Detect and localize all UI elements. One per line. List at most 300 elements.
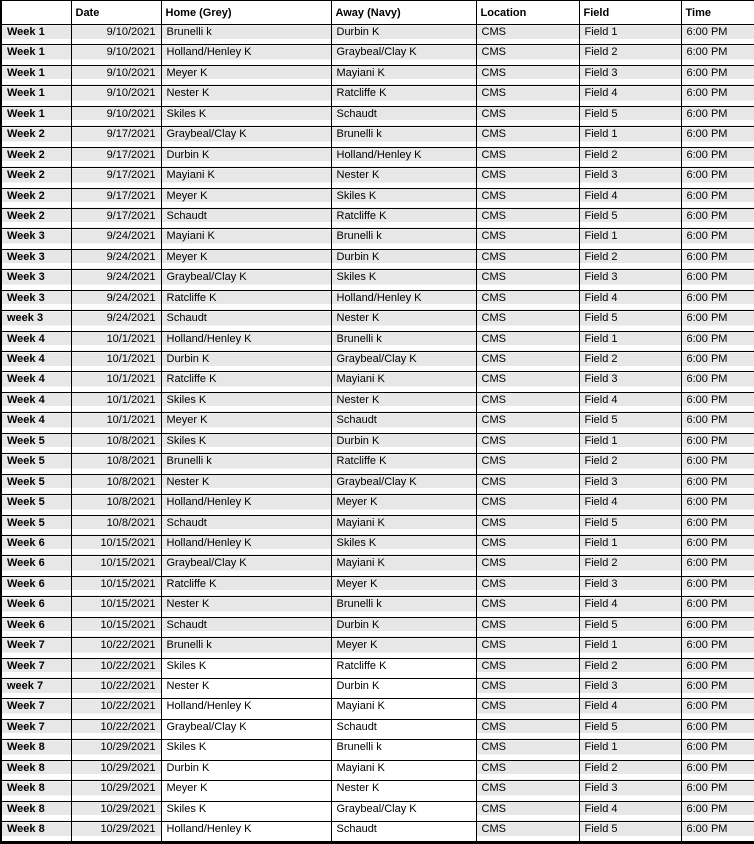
table-body (1, 25, 754, 843)
table-row (1, 801, 754, 821)
cell-home: Brunelli k (161, 454, 331, 474)
cell-time: 6:00 PM (681, 188, 754, 208)
cell-time: 6:00 PM (681, 495, 754, 515)
cell-date: 10/1/2021 (71, 392, 161, 412)
table-row (1, 208, 754, 228)
cell-week: Week 2 (1, 168, 71, 188)
cell-time: 6:00 PM (681, 597, 754, 617)
cell-date: 10/15/2021 (71, 576, 161, 596)
cell-home: Meyer K (161, 781, 331, 801)
cell-field: Field 2 (579, 760, 681, 780)
cell-location: CMS (476, 392, 579, 412)
cell-location: CMS (476, 638, 579, 658)
cell-time: 6:00 PM (681, 474, 754, 494)
cell-home: Skiles K (161, 392, 331, 412)
cell-home: Graybeal/Clay K (161, 556, 331, 576)
cell-location: CMS (476, 86, 579, 106)
cell-home: Skiles K (161, 658, 331, 678)
cell-home: Schaudt (161, 515, 331, 535)
cell-field: Field 3 (579, 168, 681, 188)
cell-away: Nester K (331, 311, 476, 331)
cell-field: Field 5 (579, 822, 681, 842)
cell-date: 10/29/2021 (71, 740, 161, 760)
cell-location: CMS (476, 290, 579, 310)
cell-time: 6:00 PM (681, 106, 754, 126)
cell-date: 10/22/2021 (71, 658, 161, 678)
cell-field: Field 4 (579, 699, 681, 719)
cell-time: 6:00 PM (681, 290, 754, 310)
cell-time: 6:00 PM (681, 760, 754, 780)
cell-field: Field 4 (579, 801, 681, 821)
cell-home: Holland/Henley K (161, 822, 331, 842)
table-row (1, 413, 754, 433)
cell-field: Field 3 (579, 679, 681, 699)
cell-away: Graybeal/Clay K (331, 352, 476, 372)
cell-week: Week 7 (1, 719, 71, 739)
cell-time: 6:00 PM (681, 535, 754, 555)
cell-time: 6:00 PM (681, 576, 754, 596)
cell-time: 6:00 PM (681, 352, 754, 372)
cell-field: Field 1 (579, 433, 681, 453)
table-row (1, 474, 754, 494)
cell-away: Ratcliffe K (331, 208, 476, 228)
cell-away: Brunelli k (331, 597, 476, 617)
cell-time: 6:00 PM (681, 699, 754, 719)
cell-location: CMS (476, 229, 579, 249)
cell-date: 9/17/2021 (71, 208, 161, 228)
cell-away: Ratcliffe K (331, 454, 476, 474)
cell-home: Skiles K (161, 801, 331, 821)
cell-away: Meyer K (331, 576, 476, 596)
cell-week: Week 1 (1, 86, 71, 106)
table-row (1, 188, 754, 208)
cell-week: Week 1 (1, 45, 71, 65)
cell-week: Week 8 (1, 822, 71, 842)
cell-away: Schaudt (331, 822, 476, 842)
cell-location: CMS (476, 311, 579, 331)
cell-date: 9/17/2021 (71, 127, 161, 147)
cell-field: Field 3 (579, 576, 681, 596)
cell-field: Field 5 (579, 719, 681, 739)
cell-field: Field 3 (579, 372, 681, 392)
cell-week: Week 8 (1, 781, 71, 801)
cell-away: Holland/Henley K (331, 147, 476, 167)
cell-time: 6:00 PM (681, 719, 754, 739)
table-row (1, 658, 754, 678)
cell-home: Holland/Henley K (161, 331, 331, 351)
cell-week: Week 5 (1, 433, 71, 453)
cell-field: Field 4 (579, 290, 681, 310)
cell-date: 9/24/2021 (71, 270, 161, 290)
cell-date: 10/29/2021 (71, 822, 161, 842)
cell-home: Schaudt (161, 617, 331, 637)
cell-week: Week 6 (1, 597, 71, 617)
cell-field: Field 2 (579, 147, 681, 167)
cell-week: Week 4 (1, 413, 71, 433)
cell-away: Meyer K (331, 495, 476, 515)
cell-away: Brunelli k (331, 331, 476, 351)
cell-date: 10/15/2021 (71, 597, 161, 617)
field-column-header: Field (579, 1, 681, 25)
cell-field: Field 3 (579, 270, 681, 290)
cell-field: Field 5 (579, 208, 681, 228)
table-row (1, 168, 754, 188)
cell-date: 9/17/2021 (71, 147, 161, 167)
cell-away: Durbin K (331, 617, 476, 637)
cell-date: 9/24/2021 (71, 311, 161, 331)
cell-away: Mayiani K (331, 515, 476, 535)
table-row (1, 65, 754, 85)
table-row (1, 535, 754, 555)
cell-week: Week 4 (1, 352, 71, 372)
away-column-header: Away (Navy) (331, 1, 476, 25)
cell-week: Week 2 (1, 208, 71, 228)
cell-time: 6:00 PM (681, 781, 754, 801)
cell-away: Brunelli k (331, 740, 476, 760)
cell-field: Field 4 (579, 495, 681, 515)
cell-away: Nester K (331, 781, 476, 801)
cell-field: Field 5 (579, 311, 681, 331)
cell-away: Nester K (331, 392, 476, 412)
cell-location: CMS (476, 454, 579, 474)
cell-field: Field 1 (579, 127, 681, 147)
cell-date: 10/15/2021 (71, 556, 161, 576)
table-row (1, 781, 754, 801)
cell-date: 10/8/2021 (71, 495, 161, 515)
cell-week: Week 8 (1, 801, 71, 821)
cell-home: Nester K (161, 597, 331, 617)
cell-time: 6:00 PM (681, 25, 754, 45)
cell-location: CMS (476, 495, 579, 515)
cell-week: Week 3 (1, 229, 71, 249)
cell-date: 9/10/2021 (71, 86, 161, 106)
cell-location: CMS (476, 106, 579, 126)
cell-week: Week 6 (1, 576, 71, 596)
cell-home: Nester K (161, 86, 331, 106)
cell-field: Field 1 (579, 229, 681, 249)
cell-date: 9/10/2021 (71, 45, 161, 65)
cell-time: 6:00 PM (681, 740, 754, 760)
table-row (1, 311, 754, 331)
cell-date: 9/17/2021 (71, 188, 161, 208)
cell-away: Durbin K (331, 25, 476, 45)
cell-time: 6:00 PM (681, 617, 754, 637)
cell-date: 10/8/2021 (71, 454, 161, 474)
cell-date: 10/29/2021 (71, 801, 161, 821)
cell-location: CMS (476, 822, 579, 842)
cell-location: CMS (476, 699, 579, 719)
cell-date: 9/10/2021 (71, 65, 161, 85)
cell-week: Week 1 (1, 25, 71, 45)
cell-field: Field 5 (579, 413, 681, 433)
cell-home: Durbin K (161, 147, 331, 167)
cell-away: Schaudt (331, 719, 476, 739)
cell-away: Graybeal/Clay K (331, 45, 476, 65)
cell-week: Week 1 (1, 106, 71, 126)
table-row (1, 576, 754, 596)
table-row (1, 454, 754, 474)
cell-time: 6:00 PM (681, 311, 754, 331)
table-row (1, 229, 754, 249)
cell-field: Field 1 (579, 535, 681, 555)
cell-date: 10/1/2021 (71, 352, 161, 372)
cell-home: Nester K (161, 679, 331, 699)
cell-home: Holland/Henley K (161, 535, 331, 555)
cell-time: 6:00 PM (681, 801, 754, 821)
cell-time: 6:00 PM (681, 658, 754, 678)
cell-away: Skiles K (331, 270, 476, 290)
cell-location: CMS (476, 127, 579, 147)
table-header (1, 1, 754, 25)
cell-week: Week 8 (1, 760, 71, 780)
cell-week: Week 4 (1, 331, 71, 351)
cell-time: 6:00 PM (681, 168, 754, 188)
cell-home: Mayiani K (161, 168, 331, 188)
cell-away: Skiles K (331, 188, 476, 208)
cell-away: Ratcliffe K (331, 86, 476, 106)
table-row (1, 638, 754, 658)
cell-time: 6:00 PM (681, 372, 754, 392)
cell-week: Week 5 (1, 495, 71, 515)
cell-time: 6:00 PM (681, 413, 754, 433)
cell-date: 9/24/2021 (71, 249, 161, 269)
cell-field: Field 2 (579, 45, 681, 65)
cell-location: CMS (476, 781, 579, 801)
cell-home: Brunelli k (161, 25, 331, 45)
cell-week: Week 7 (1, 699, 71, 719)
cell-home: Ratcliffe K (161, 372, 331, 392)
cell-week: Week 3 (1, 290, 71, 310)
cell-week: Week 6 (1, 556, 71, 576)
cell-date: 10/8/2021 (71, 433, 161, 453)
cell-field: Field 4 (579, 188, 681, 208)
cell-field: Field 2 (579, 249, 681, 269)
cell-time: 6:00 PM (681, 638, 754, 658)
cell-time: 6:00 PM (681, 127, 754, 147)
cell-time: 6:00 PM (681, 556, 754, 576)
cell-location: CMS (476, 597, 579, 617)
cell-location: CMS (476, 65, 579, 85)
cell-away: Mayiani K (331, 760, 476, 780)
cell-location: CMS (476, 188, 579, 208)
cell-date: 10/29/2021 (71, 781, 161, 801)
cell-time: 6:00 PM (681, 822, 754, 842)
cell-date: 9/10/2021 (71, 25, 161, 45)
cell-field: Field 5 (579, 515, 681, 535)
cell-date: 10/1/2021 (71, 372, 161, 392)
cell-home: Graybeal/Clay K (161, 270, 331, 290)
cell-date: 10/1/2021 (71, 413, 161, 433)
cell-home: Holland/Henley K (161, 45, 331, 65)
cell-away: Schaudt (331, 106, 476, 126)
cell-time: 6:00 PM (681, 65, 754, 85)
cell-date: 10/22/2021 (71, 719, 161, 739)
cell-location: CMS (476, 740, 579, 760)
cell-away: Mayiani K (331, 372, 476, 392)
cell-away: Mayiani K (331, 699, 476, 719)
cell-field: Field 2 (579, 352, 681, 372)
cell-time: 6:00 PM (681, 270, 754, 290)
cell-time: 6:00 PM (681, 249, 754, 269)
cell-week: Week 2 (1, 188, 71, 208)
cell-home: Ratcliffe K (161, 576, 331, 596)
cell-date: 10/29/2021 (71, 760, 161, 780)
cell-time: 6:00 PM (681, 229, 754, 249)
cell-week: Week 7 (1, 638, 71, 658)
cell-field: Field 5 (579, 106, 681, 126)
cell-week: Week 5 (1, 454, 71, 474)
table-row (1, 249, 754, 269)
cell-away: Graybeal/Clay K (331, 801, 476, 821)
cell-location: CMS (476, 474, 579, 494)
table-row (1, 106, 754, 126)
table-row (1, 495, 754, 515)
cell-location: CMS (476, 760, 579, 780)
table-row (1, 127, 754, 147)
cell-location: CMS (476, 208, 579, 228)
cell-away: Durbin K (331, 249, 476, 269)
table-row (1, 270, 754, 290)
cell-home: Nester K (161, 474, 331, 494)
cell-week: Week 2 (1, 127, 71, 147)
cell-away: Mayiani K (331, 65, 476, 85)
cell-field: Field 2 (579, 556, 681, 576)
cell-away: Durbin K (331, 433, 476, 453)
cell-date: 10/22/2021 (71, 699, 161, 719)
cell-date: 10/1/2021 (71, 331, 161, 351)
table-row (1, 515, 754, 535)
table-row (1, 290, 754, 310)
cell-field: Field 3 (579, 781, 681, 801)
date-column-header: Date (71, 1, 161, 25)
cell-location: CMS (476, 249, 579, 269)
cell-date: 9/24/2021 (71, 229, 161, 249)
cell-date: 10/22/2021 (71, 679, 161, 699)
cell-away: Brunelli k (331, 229, 476, 249)
cell-home: Skiles K (161, 106, 331, 126)
cell-location: CMS (476, 576, 579, 596)
cell-time: 6:00 PM (681, 433, 754, 453)
cell-date: 10/22/2021 (71, 638, 161, 658)
cell-date: 9/24/2021 (71, 290, 161, 310)
cell-home: Meyer K (161, 188, 331, 208)
cell-home: Graybeal/Clay K (161, 719, 331, 739)
table-row (1, 822, 754, 842)
cell-home: Mayiani K (161, 229, 331, 249)
cell-home: Skiles K (161, 433, 331, 453)
cell-field: Field 3 (579, 474, 681, 494)
cell-home: Meyer K (161, 65, 331, 85)
cell-date: 10/15/2021 (71, 617, 161, 637)
cell-time: 6:00 PM (681, 86, 754, 106)
table-row (1, 699, 754, 719)
cell-field: Field 1 (579, 331, 681, 351)
cell-field: Field 4 (579, 597, 681, 617)
cell-location: CMS (476, 147, 579, 167)
cell-away: Brunelli k (331, 127, 476, 147)
cell-away: Schaudt (331, 413, 476, 433)
table-row (1, 372, 754, 392)
table-row (1, 147, 754, 167)
cell-location: CMS (476, 270, 579, 290)
table-row (1, 25, 754, 45)
table-row (1, 740, 754, 760)
cell-away: Graybeal/Clay K (331, 474, 476, 494)
cell-date: 10/15/2021 (71, 535, 161, 555)
cell-away: Durbin K (331, 679, 476, 699)
cell-location: CMS (476, 168, 579, 188)
time-column-header: Time (681, 1, 754, 25)
cell-week: Week 6 (1, 617, 71, 637)
cell-location: CMS (476, 617, 579, 637)
cell-home: Schaudt (161, 208, 331, 228)
cell-home: Durbin K (161, 760, 331, 780)
cell-location: CMS (476, 352, 579, 372)
cell-location: CMS (476, 515, 579, 535)
cell-week: week 3 (1, 311, 71, 331)
home-column-header: Home (Grey) (161, 1, 331, 25)
cell-home: Meyer K (161, 413, 331, 433)
cell-field: Field 1 (579, 740, 681, 760)
cell-location: CMS (476, 372, 579, 392)
cell-home: Graybeal/Clay K (161, 127, 331, 147)
cell-time: 6:00 PM (681, 147, 754, 167)
cell-field: Field 2 (579, 454, 681, 474)
cell-field: Field 3 (579, 65, 681, 85)
cell-location: CMS (476, 25, 579, 45)
cell-date: 9/17/2021 (71, 168, 161, 188)
cell-date: 10/8/2021 (71, 474, 161, 494)
table-row (1, 679, 754, 699)
cell-location: CMS (476, 535, 579, 555)
cell-week: Week 4 (1, 392, 71, 412)
cell-field: Field 5 (579, 617, 681, 637)
table-row (1, 45, 754, 65)
cell-week: Week 3 (1, 249, 71, 269)
cell-week: week 7 (1, 679, 71, 699)
cell-date: 10/8/2021 (71, 515, 161, 535)
cell-field: Field 4 (579, 392, 681, 412)
cell-time: 6:00 PM (681, 392, 754, 412)
cell-week: Week 2 (1, 147, 71, 167)
cell-week: Week 5 (1, 515, 71, 535)
cell-away: Meyer K (331, 638, 476, 658)
table-row (1, 556, 754, 576)
table-row (1, 331, 754, 351)
cell-field: Field 1 (579, 638, 681, 658)
cell-away: Nester K (331, 168, 476, 188)
cell-location: CMS (476, 433, 579, 453)
cell-week: Week 7 (1, 658, 71, 678)
table-row (1, 597, 754, 617)
cell-home: Durbin K (161, 352, 331, 372)
cell-time: 6:00 PM (681, 454, 754, 474)
table-row (1, 352, 754, 372)
table-row (1, 617, 754, 637)
cell-home: Brunelli k (161, 638, 331, 658)
cell-away: Holland/Henley K (331, 290, 476, 310)
cell-home: Holland/Henley K (161, 699, 331, 719)
cell-field: Field 1 (579, 25, 681, 45)
table-row (1, 86, 754, 106)
cell-date: 9/10/2021 (71, 106, 161, 126)
cell-home: Ratcliffe K (161, 290, 331, 310)
table-row (1, 719, 754, 739)
table-row (1, 433, 754, 453)
cell-time: 6:00 PM (681, 515, 754, 535)
cell-week: Week 6 (1, 535, 71, 555)
cell-time: 6:00 PM (681, 45, 754, 65)
